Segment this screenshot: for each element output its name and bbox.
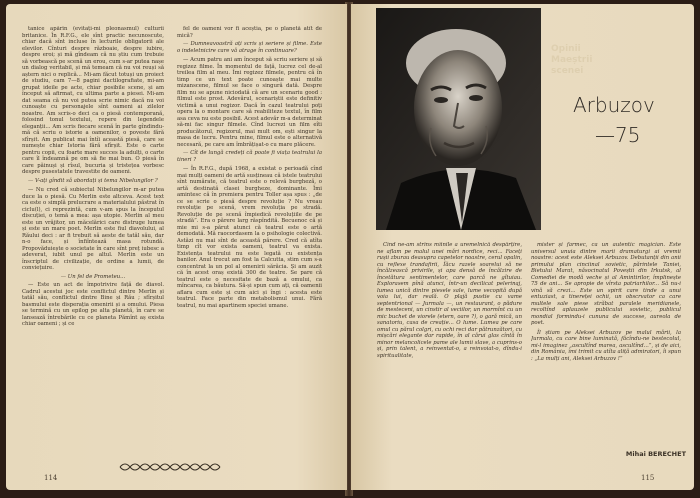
- portrait-image: [376, 8, 541, 230]
- left-column-1: [22, 26, 164, 464]
- bleed-through-text: [551, 44, 611, 77]
- paragraph: — Nu cred că subiectul Nibelungilor m-ar putea duce la o piesă. Cu Merlin este altceva. Acest text ca este o simplă prelucrare a materialului păstrat în ciclu(l), ci reprezintă, cum v-am spus la începutul discuției, o temă a mea: așa utopie. Merlin al meu este un vrăjitor, un măcelărici care distruge lumea și este un mare poet. Merlin este fiul diavolului, al Răului deci : ar fi trebuit să aeste de tatăl său, dar n-o face, și înfiîntează masa rotundă. Propovăduiește o societate în care sînt preț iubesc a adeverat, iubit unul pe altul. Merlin este un înscriptul de civilizație, de ordine a lumii, de conviețuire.: [22, 187, 164, 271]
- right-column-2: [531, 242, 681, 446]
- left-column-2: [177, 26, 322, 446]
- title-age: —75: [595, 123, 641, 147]
- paragraph: mister și farmec, ca un autentic magician. Este universul unuia dintre marii dramaturgi ai vremii noastre: acest este Aleksei Arbuzov. Debutanții din anii primului plan cinciinal sovietic, părintele Taniei, Bietului Marat, năsocinatul Poveștii din Irkutsk, al Comediei de modă veche și al Amintirilor, împlinește 75 de ani... Se apropie de vîrsta patriarhilor... Să nu-i vină să crezi... Este un spirit care tinde a unui entuziast, a tinereței ochii, un obscrvator ca care multele sale piese străbat paralele meridianele, recoltînd aplauzele publicului sovietic, publicul mondial formindu-i cununa de succese, aureola de poet.: [531, 242, 681, 326]
- paragraph: Cînd ne-am strîns mîinile a uremelnică despărțire, ne aflam pe malul unei mări nordice, reci... Faceți rușii zburau deasupra capetelor noastre, cerul opalin, cu reflexe trandafirii, Îăcu razele soarelui să ne încălzească privirile, și apa densă de încălzire de încetătura sentimentelor, care parcă ne gîtuiau. Explorasem pînă atunci, într-un decilicat pelerinaj, lumea unică dintre piesele sale, lume vecopită după voia lui, dar reală. O plajă pustie cu vame septentrional — Jurmala —, un restaurant, o pădure de mesteceni, un cinstir al veciilor, un mormînt cu un mic buchet de viorele (etern, oare ?), o gară mică, un sanatoriu, casa de creație... O lume. Lumea pe care omul cu părul colgri, cu ochi reci dar pătrunzători, cu mișcări elegante dar rapide, în al cărui glas cîntă în minor melancolicele pame ale lumii slave, a cuprins-o și, prin talent, a reinventat-o, a reinvoiat-o, dîndu-i spiritualitate,: [377, 242, 522, 359]
- bleed-line: Maeștrii: [551, 55, 593, 65]
- author-signature: Mihai BERECHET: [625, 450, 686, 458]
- ornament-divider: [116, 460, 226, 474]
- paragraph: Îl știam pe Aleksei Arbuzov pe malul mării, la Jurmala, cu care bine luminată, făcîndu-ne bestecolul, mi-l imaginez „ascultînd marea, ascultînd...”, și de aici, din România, îmi trimit cu atîta aliță admiratori, îi spun : „La mulți ani, Aleksei Arbuzov !”: [531, 329, 681, 362]
- page-number: 114: [44, 474, 58, 482]
- left-page: [6, 4, 347, 490]
- right-page: [351, 4, 694, 490]
- paragraph: — Este un act de împotrivire față de diavol. Cadrul acestui joc este conflictul dintre Merlin și tatăl său, conflictul dintre Bine și Rău ; sfîrșitul basmului este disperația omenirii și a omului. Piesa se termină cu un epilog pe alta planetă, în care se lansează întrebările cu ce planeta Pămînt aș exista chiar oameni ; și ce: [22, 282, 164, 327]
- paragraph: fel de oameni vor fi aceștia, pe o planetă atît de mică?: [177, 26, 322, 39]
- bleed-line: Opinii: [551, 44, 581, 54]
- section-heading: — Un fel de Prometeu...: [60, 273, 126, 280]
- bleed-line: scenei: [551, 66, 584, 76]
- portrait-photo: [376, 8, 541, 230]
- title-name: Arbuzov: [573, 93, 655, 117]
- question: — Dumneavoastră ați scris și seriere și filme. Este o indeletnicire care vă atrage în continuare?: [177, 41, 322, 54]
- paragraph: — În R.F.G., după 1968, a existat o perioadă cînd mai mulți oameni de artă susțineau că istele teatrului sînt numărate, că teatrul este o relevă burgheză, o artă destinată clasei burgheze, dominante. Îmi amintesc că în premiera pentru Toller așa spus : „de ce se scrie o piesă despre revoluție ? Nu vreau revoluție pe scenă, vrem revoluția pe stradă. Revoluție de pe scenă împiedică revoluțiile de pe stradă”. Era o părere larg răspîndită. Becuenoc că și mie mi s-a părut atunci că teatrul este o artă demodată. Mă raocordasem la o psihologie colectivă. Astăzi nu mai sînt de această părere. Cred că atîta timp cît vor exista oameni, teatrul va exista. Existența teatrului nu este legată cu existența banilor. Anul trecut am fost la Calcutta, stim cum s-a concentrat la un pol al omenirii sărăcia. Și am auzit că în acest oraș există 300 de teatre. Se pare că teatrul este o necesitate de bază a omului, ca mîncarea, ca băutura. Să-și spun cum ați, că oamenii aflara cum este și cum aici și îngi : acesta este teatrul. Face parte din metabolismul unui. Fără teatrul, nu mai apartinem speciei umane.: [177, 166, 322, 309]
- paragraph: tanice apărîn (evitați-mi pleonasmul) culturii britanice. În R.F.G., ele sînt practic necunoscute, chiar dacă sînt incluse în lecturile obligatorii ale elevilor. Cînturi despre războaie, despre iubire, despre eroi; și mă gîndeam că nu știu cum trebuie să vorbească pe scenă un erou, cum s-ar putea nașe un dialog veritabil, și mă temeam că nu voi reuși să aștern nici o replică... Mi-am făcut totuși un proiect de studiu, cam 7—8 pagini dactilografiate, mi-am grupat ideile pe acte, chiar posibile scene, și am început să afirmat, cu ultima parte a piesei. Mi-am dat seama că nu voi putea scrie nimic dacă nu voi cunoaște cu personajele sînt oameni ai zilelor noastre. Am scris-o deci ca o piesă contemporană, folosind tonul textului, repere din legendele eleganții... Am scris fiecare scenă în parte gîndindu-mă că scriu o istorie a oamenilor, o poveste fără sfîrșit. Am publicat mai întîi această piesă, care se numește chiar Istoria fără sfîrșit. Este o carte pentru copii, cu foarte mare succes la adulți, o carte care îl îndeamnă pe om să fie mai bun. O piesă în care păinuși și rîsul, bucuria și tristețea vorbesc despre pusestatele travestite de oameni.: [22, 26, 164, 175]
- page-number: 115: [641, 474, 655, 482]
- article-title: [573, 90, 693, 150]
- paragraph: — Acum patru ani am început să scriu seriere și să regizez filme. În momentul de față, lucrez cel de-al treilea film al meu. Îmi regizez filmele, pentru că în timp ce un text poate cunoaște mai multe mizanscene, filmul se face o singură dată. Despre film nu se apune niciodată că are un scenariu good : filmul este prost. Adevărul, scenariștii este definitiv victimă a unui regizor. Dacă în cazul teatrului poți opera la o montare care să reabiliteze textul, în film asa ceva nu este posibil. Acest adevăr m-a determinat să-mi fac singur filmele. Cînd lucrezi un film eîti producătorul, regizorul, mai mult om, ești singur la masa de lucru. Pentru mine, filmul este o alternativă necesară, pe care am îmbrățișat-o cu mare plăcere.: [177, 57, 322, 148]
- question: — Cît de lungă credeți că poate fi viața teatrului la tineri ?: [177, 150, 322, 163]
- question: — V-ați gîndit să abordați și tema Nibelungilor ?: [28, 177, 158, 184]
- right-column-1: [377, 242, 522, 464]
